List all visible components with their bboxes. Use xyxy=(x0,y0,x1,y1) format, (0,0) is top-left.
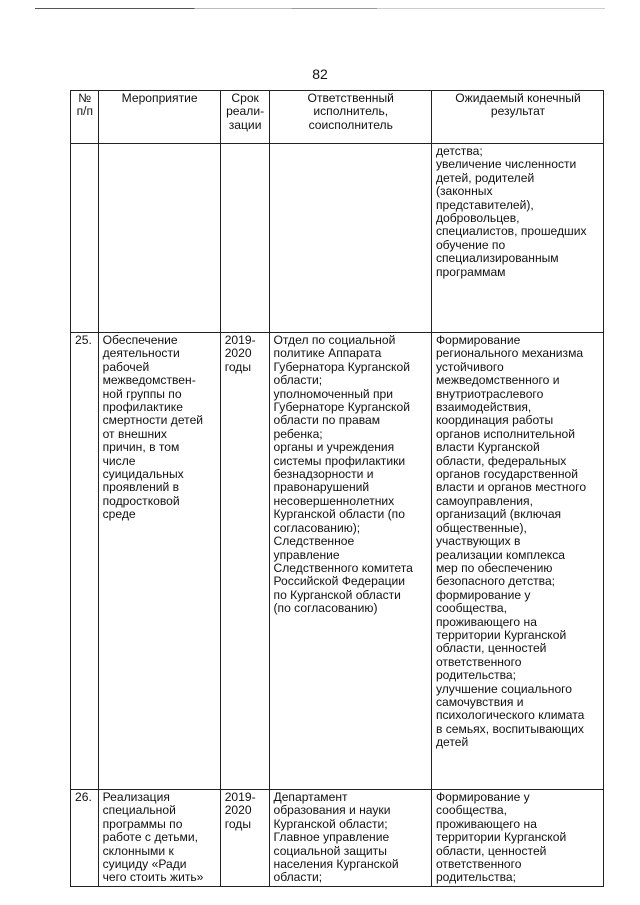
cell-responsible: Отдел по социальной политике Аппарата Губернатора Курганской области; уполномоченный при Губернаторе Курганской области по правам ребенка; органы и учреждения системы профилактики безнадзорности и правонарушений несовершеннолетних Курганской области (по согласованию); Следственное управление Следственного комитета Российской Федерации по Курганской области (по согласованию) xyxy=(269,333,431,790)
cell-result: Формирование регионального механизма устойчивого межведомственного и внутриотраслевого взаимодействия, координация работы органов исполнительной власти Курганской области, федеральных органов государственной власти и органов местного самоуправления, организаций (включая общественные), участвующих в реализации комплекса мер по обеспечению безопасного детства; формирование у сообщества, проживающего на территории Курганской области, ценностей ответственного родительства; улучшение социального самочувствия и психологического климата в семьях, воспитывающих детей xyxy=(431,333,603,790)
cell-term: 2019- 2020 годы xyxy=(220,333,269,790)
scan-artifact-line xyxy=(35,8,605,9)
cell-term: 2019- 2020 годы xyxy=(220,790,269,887)
page-number: 82 xyxy=(312,66,328,82)
cell-num: 26. xyxy=(71,790,99,887)
header-term: Срок реали- зации xyxy=(220,91,269,144)
cell-responsible xyxy=(269,144,431,333)
table-row xyxy=(71,790,604,887)
cell-num xyxy=(71,144,99,333)
cell-result: Формирование у сообщества, проживающего на территории Курганской области, ценностей ответственного родительства; xyxy=(431,790,603,887)
cell-activity xyxy=(98,144,220,333)
header-num: № п/п xyxy=(71,91,99,144)
cell-num: 25. xyxy=(71,333,99,790)
cell-responsible: Департамент образования и науки Курганской области; Главное управление социальной защиты населения Курганской области; xyxy=(269,790,431,887)
cell-activity: Реализация специальной программы по работе с детьми, склонными к суициду «Ради чего стоить жить» xyxy=(98,790,220,887)
cell-term xyxy=(220,144,269,333)
header-responsible: Ответственный исполнитель, соисполнитель xyxy=(269,91,431,144)
table-row xyxy=(71,144,604,333)
cell-activity: Обеспечение деятельности рабочей межведомствен- ной группы по профилактике смертности детей от внешних причин, в том числе суицидальных проявлений в подростковой среде xyxy=(98,333,220,790)
table-header-row xyxy=(71,91,604,144)
header-result: Ожидаемый конечный результат xyxy=(431,91,603,144)
header-activity: Мероприятие xyxy=(98,91,220,144)
activities-table xyxy=(70,90,604,887)
cell-result: детства; увеличение численности детей, родителей (законных представителей), добровольцев, специалистов, прошедших обучение по специализированным программам xyxy=(431,144,603,333)
table-row xyxy=(71,333,604,790)
